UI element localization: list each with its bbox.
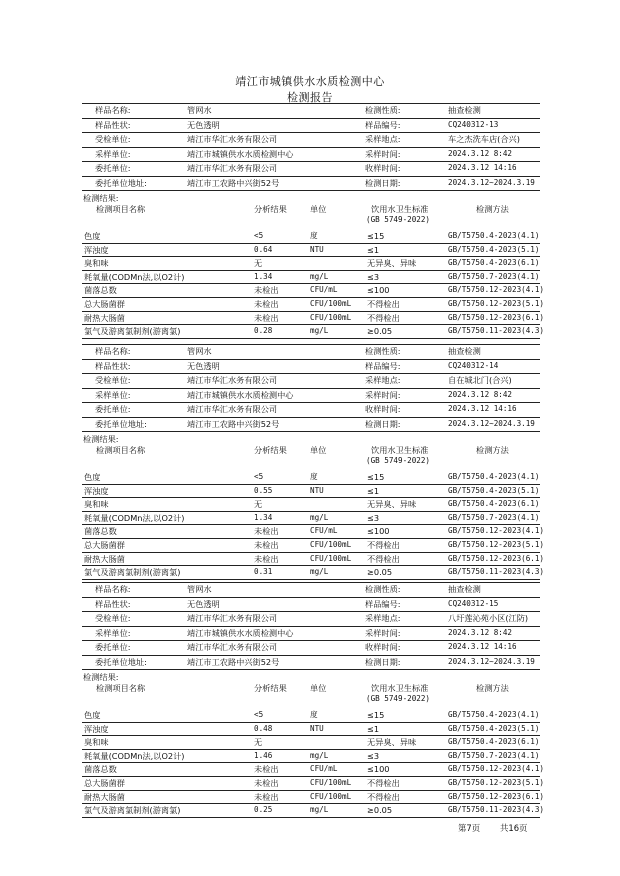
item-method: GB/T5750.4-2023(6.1): [448, 499, 540, 509]
item-result: 未检出: [254, 285, 279, 296]
item-unit: CFU/100mL: [310, 553, 352, 563]
field-label: 检测日期:: [365, 418, 401, 429]
rule-line: [82, 817, 540, 818]
rule-line: [82, 338, 540, 339]
item-method: GB/T5750.4-2023(4.1): [448, 472, 540, 481]
page-number: 第7页: [458, 823, 481, 833]
field-value: 靖江市工农路中兴街52号: [187, 177, 280, 188]
item-result: 1.34: [254, 512, 273, 522]
item-name: 臭和味: [84, 499, 109, 510]
col-header-standard-code: (GB 5749-2022): [366, 215, 431, 224]
item-result: 未检出: [254, 778, 279, 788]
field-value: 靖江市华汇水务有限公司: [187, 404, 278, 414]
field-label: 采样单位:: [95, 389, 131, 400]
item-standard: ≤3: [367, 512, 380, 523]
item-standard: 不得检出: [367, 553, 400, 564]
col-header-unit: 单位: [310, 204, 327, 214]
field-label: 采样地点:: [365, 134, 401, 144]
item-unit: 度: [310, 231, 318, 240]
item-standard: ≤15: [367, 710, 385, 720]
item-method: GB/T5750.12-2023(5.1): [448, 778, 545, 787]
item-standard: ≤1: [367, 723, 380, 734]
field-value: 靖江市华汇水务有限公司: [187, 134, 278, 144]
item-method: GB/T5750.7-2023(4.1): [448, 750, 540, 760]
item-method: GB/T5750.12-2023(4.1): [448, 764, 545, 774]
field-value: 2024.3.12 8:42: [448, 627, 513, 637]
item-unit: mg/L: [310, 271, 329, 281]
field-value: 2024.3.12 14:16: [448, 163, 517, 172]
col-header-standard: 饮用水卫生标准: [371, 683, 429, 693]
field-value: 靖江市工农路中兴街52号: [187, 656, 280, 667]
field-label: 委托单位:: [95, 404, 131, 414]
item-name: 氯气及游离氯制剂(游离氯): [84, 567, 181, 578]
field-label: 样品编号:: [365, 598, 401, 609]
rule-line: [82, 431, 540, 432]
field-value: 2024.3.12~2024.3.19: [448, 177, 535, 187]
item-name: 浑浊度: [84, 723, 109, 734]
field-label: 样品编号:: [365, 360, 401, 371]
field-value: CQ240312-14: [448, 360, 499, 370]
item-result: 未检出: [254, 312, 279, 323]
col-header-method: 检测方法: [476, 445, 509, 455]
item-standard: 不得检出: [367, 540, 400, 550]
field-label: 检测性质:: [365, 346, 401, 356]
item-standard: 无异臭、异味: [367, 258, 417, 269]
item-method: GB/T5750.12-2023(6.1): [448, 553, 545, 563]
field-label: 采样时间:: [365, 627, 401, 638]
item-unit: CFU/mL: [310, 764, 338, 774]
page-total: 共16页: [500, 823, 528, 833]
item-result: 未检出: [254, 526, 279, 537]
report-title: 检测报告: [287, 91, 333, 104]
item-standard: 不得检出: [367, 791, 400, 802]
field-label: 检测性质:: [365, 105, 401, 115]
item-method: GB/T5750.12-2023(4.1): [448, 285, 545, 295]
item-result: 无: [254, 499, 263, 510]
field-value: 无色透明: [187, 360, 220, 371]
item-result: 1.46: [254, 750, 273, 760]
field-label: 采样单位:: [95, 627, 131, 638]
col-header-unit: 单位: [310, 445, 327, 455]
field-value: 2024.3.12~2024.3.19: [448, 656, 535, 666]
item-standard: ≤3: [367, 271, 380, 282]
field-value: 抽查检测: [448, 584, 481, 594]
field-value: 抽查检测: [448, 346, 481, 356]
item-name: 总大肠菌群: [84, 299, 125, 309]
item-unit: CFU/100mL: [310, 312, 352, 322]
field-value: 2024.3.12 14:16: [448, 404, 517, 413]
item-method: GB/T5750.12-2023(4.1): [448, 526, 545, 536]
item-unit: NTU: [310, 485, 324, 495]
item-unit: 度: [310, 710, 318, 719]
item-name: 氯气及游离氯制剂(游离氯): [84, 805, 181, 816]
item-standard: ≤100: [367, 764, 390, 775]
item-standard: ≤1: [367, 244, 380, 255]
item-unit: NTU: [310, 244, 324, 254]
field-label: 采样地点:: [365, 375, 401, 385]
item-name: 耐热大肠菌: [84, 791, 125, 802]
field-value: 2024.3.12~2024.3.19: [448, 418, 535, 428]
col-header-item: 检测项目名称: [96, 445, 146, 455]
item-standard: ≤15: [367, 231, 385, 241]
item-result: 0.64: [254, 244, 273, 254]
results-heading: 检测结果:: [83, 434, 119, 444]
results-heading: 检测结果:: [83, 193, 119, 203]
item-method: GB/T5750.4-2023(6.1): [448, 258, 540, 268]
col-header-result: 分析结果: [254, 204, 287, 214]
col-header-standard-code: (GB 5749-2022): [366, 694, 431, 703]
field-label: 采样单位:: [95, 148, 131, 159]
field-value: 无色透明: [187, 119, 220, 130]
item-standard: ≤100: [367, 526, 390, 537]
field-label: 采样时间:: [365, 389, 401, 400]
item-unit: CFU/100mL: [310, 778, 352, 787]
item-method: GB/T5750.7-2023(4.1): [448, 512, 540, 522]
item-name: 耐热大肠菌: [84, 312, 125, 323]
item-unit: CFU/100mL: [310, 791, 352, 801]
item-name: 耗氧量(CODMn法,以O2计): [84, 271, 185, 282]
item-unit: mg/L: [310, 805, 329, 815]
field-label: 样品名称:: [95, 105, 131, 115]
rule-line: [82, 190, 540, 191]
item-standard: ≥0.05: [367, 567, 393, 578]
col-header-standard: 饮用水卫生标准: [371, 445, 429, 455]
item-result: <5: [254, 231, 264, 240]
item-name: 浑浊度: [84, 244, 109, 255]
field-label: 受检单位:: [95, 375, 131, 385]
results-heading: 检测结果:: [83, 672, 119, 682]
field-label: 样品性状:: [95, 360, 131, 371]
col-header-standard: 饮用水卫生标准: [371, 204, 429, 214]
col-header-method: 检测方法: [476, 204, 509, 214]
col-header-result: 分析结果: [254, 445, 287, 455]
item-name: 菌落总数: [84, 285, 117, 296]
item-unit: CFU/100mL: [310, 299, 352, 308]
item-name: 臭和味: [84, 737, 109, 748]
item-method: GB/T5750.4-2023(5.1): [448, 723, 540, 733]
item-standard: 无异臭、异味: [367, 737, 417, 748]
item-method: GB/T5750.4-2023(4.1): [448, 231, 540, 240]
field-value: 无色透明: [187, 598, 220, 609]
rule-line: [82, 579, 540, 580]
item-method: GB/T5750.11-2023(4.3): [448, 326, 545, 336]
field-label: 委托单位地址:: [95, 177, 147, 188]
field-value: 靖江市城镇供水水质检测中心: [187, 148, 294, 159]
item-unit: mg/L: [310, 512, 329, 522]
item-standard: ≥0.05: [367, 326, 393, 337]
field-label: 检测性质:: [365, 584, 401, 594]
item-name: 总大肠菌群: [84, 778, 125, 788]
field-label: 样品编号:: [365, 119, 401, 130]
item-name: 臭和味: [84, 258, 109, 269]
item-unit: CFU/mL: [310, 285, 338, 295]
field-value: 2024.3.12 8:42: [448, 389, 513, 399]
report-org-title: 靖江市城镇供水水质检测中心: [235, 75, 385, 88]
item-result: 0.31: [254, 567, 273, 577]
item-standard: ≤3: [367, 750, 380, 761]
item-method: GB/T5750.12-2023(6.1): [448, 312, 545, 322]
item-unit: NTU: [310, 723, 324, 733]
item-name: 耗氧量(CODMn法,以O2计): [84, 512, 185, 523]
item-unit: mg/L: [310, 326, 329, 336]
item-result: 0.28: [254, 326, 273, 336]
item-name: 菌落总数: [84, 764, 117, 775]
item-result: 未检出: [254, 791, 279, 802]
field-label: 受检单位:: [95, 613, 131, 623]
field-label: 收样时间:: [365, 642, 401, 652]
col-header-item: 检测项目名称: [96, 683, 146, 693]
item-name: 耐热大肠菌: [84, 553, 125, 564]
item-method: GB/T5750.11-2023(4.3): [448, 805, 545, 815]
item-standard: 不得检出: [367, 778, 400, 788]
item-result: 未检出: [254, 299, 279, 309]
field-value: 自在城北门(合兴): [448, 375, 512, 385]
col-header-result: 分析结果: [254, 683, 287, 693]
item-result: 0.48: [254, 723, 273, 733]
item-name: 总大肠菌群: [84, 540, 125, 550]
item-unit: mg/L: [310, 567, 329, 577]
item-result: 未检出: [254, 553, 279, 564]
field-value: 2024.3.12 8:42: [448, 148, 513, 158]
item-standard: ≥0.05: [367, 805, 393, 816]
item-result: 无: [254, 258, 263, 269]
item-result: <5: [254, 472, 264, 481]
item-method: GB/T5750.11-2023(4.3): [448, 567, 545, 577]
field-value: 管网水: [187, 584, 212, 594]
field-label: 采样时间:: [365, 148, 401, 159]
field-value: 靖江市华汇水务有限公司: [187, 642, 278, 652]
item-name: 耗氧量(CODMn法,以O2计): [84, 750, 185, 761]
item-result: 0.55: [254, 485, 273, 495]
item-standard: ≤100: [367, 285, 390, 296]
field-value: 管网水: [187, 346, 212, 356]
field-value: 管网水: [187, 105, 212, 115]
item-result: 0.25: [254, 805, 273, 815]
field-value: CQ240312-13: [448, 119, 499, 129]
item-standard: 不得检出: [367, 299, 400, 309]
field-value: 靖江市华汇水务有限公司: [187, 613, 278, 623]
item-standard: ≤15: [367, 472, 385, 482]
item-unit: CFU/mL: [310, 526, 338, 536]
item-method: GB/T5750.12-2023(6.1): [448, 791, 545, 801]
item-unit: mg/L: [310, 750, 329, 760]
item-unit: 度: [310, 472, 318, 481]
item-name: 色度: [84, 710, 101, 720]
field-label: 样品名称:: [95, 346, 131, 356]
field-value: 靖江市华汇水务有限公司: [187, 163, 278, 173]
item-method: GB/T5750.12-2023(5.1): [448, 540, 545, 549]
field-value: 靖江市华汇水务有限公司: [187, 375, 278, 385]
col-header-item: 检测项目名称: [96, 204, 146, 214]
field-value: 2024.3.12 14:16: [448, 642, 517, 651]
field-label: 采样地点:: [365, 613, 401, 623]
field-label: 检测日期:: [365, 177, 401, 188]
item-method: GB/T5750.4-2023(6.1): [448, 737, 540, 747]
item-result: 无: [254, 737, 263, 748]
item-result: <5: [254, 710, 264, 719]
field-label: 样品性状:: [95, 119, 131, 130]
item-name: 色度: [84, 231, 101, 241]
rule-line: [82, 669, 540, 670]
field-label: 受检单位:: [95, 134, 131, 144]
field-value: 八圩莲沁苑小区(江防): [448, 613, 529, 623]
item-name: 浑浊度: [84, 485, 109, 496]
item-standard: 不得检出: [367, 312, 400, 323]
field-value: 靖江市工农路中兴街52号: [187, 418, 280, 429]
item-method: GB/T5750.4-2023(5.1): [448, 485, 540, 495]
field-value: 靖江市城镇供水水质检测中心: [187, 627, 294, 638]
field-label: 委托单位:: [95, 163, 131, 173]
field-label: 委托单位地址:: [95, 656, 147, 667]
field-label: 样品名称:: [95, 584, 131, 594]
item-result: 未检出: [254, 540, 279, 550]
item-method: GB/T5750.4-2023(4.1): [448, 710, 540, 719]
item-standard: ≤1: [367, 485, 380, 496]
field-value: 抽查检测: [448, 105, 481, 115]
field-label: 委托单位地址:: [95, 418, 147, 429]
col-header-unit: 单位: [310, 683, 327, 693]
item-unit: CFU/100mL: [310, 540, 352, 549]
item-method: GB/T5750.7-2023(4.1): [448, 271, 540, 281]
item-name: 菌落总数: [84, 526, 117, 537]
item-result: 1.34: [254, 271, 273, 281]
field-value: CQ240312-15: [448, 598, 499, 608]
item-method: GB/T5750.4-2023(5.1): [448, 244, 540, 254]
field-label: 委托单位:: [95, 642, 131, 652]
item-name: 氯气及游离氯制剂(游离氯): [84, 326, 181, 337]
item-standard: 无异臭、异味: [367, 499, 417, 510]
field-label: 收样时间:: [365, 404, 401, 414]
field-label: 收样时间:: [365, 163, 401, 173]
field-label: 检测日期:: [365, 656, 401, 667]
field-value: 靖江市城镇供水水质检测中心: [187, 389, 294, 400]
field-label: 样品性状:: [95, 598, 131, 609]
col-header-standard-code: (GB 5749-2022): [366, 456, 431, 465]
item-name: 色度: [84, 472, 101, 482]
field-value: 车之杰洗车店(合兴): [448, 134, 520, 144]
item-method: GB/T5750.12-2023(5.1): [448, 299, 545, 308]
col-header-method: 检测方法: [476, 683, 509, 693]
item-result: 未检出: [254, 764, 279, 775]
